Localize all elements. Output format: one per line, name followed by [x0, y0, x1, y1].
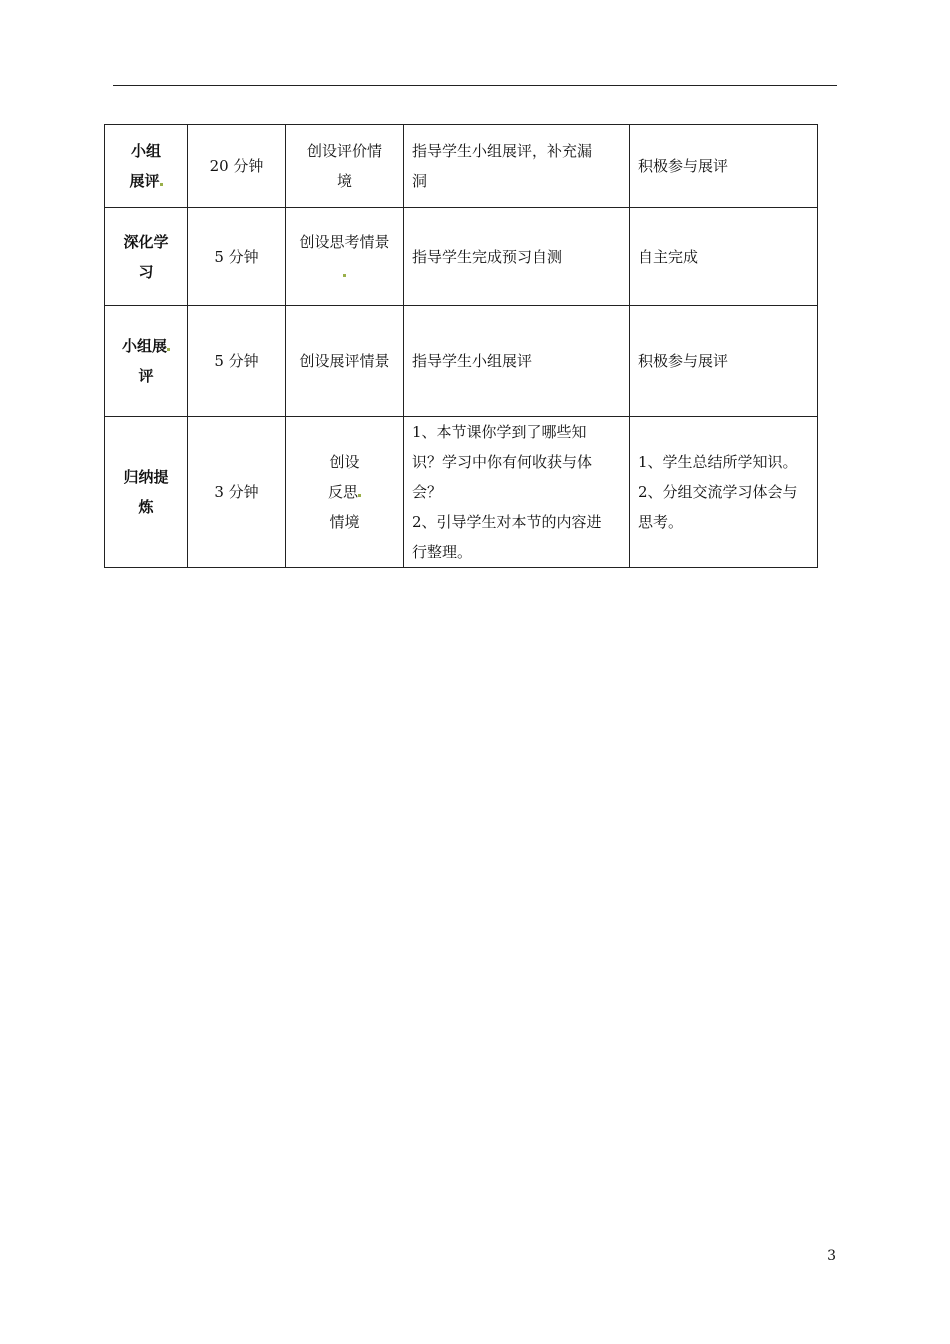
edit-mark-icon: [160, 183, 163, 186]
edit-mark-icon: [167, 348, 170, 351]
table-row: [105, 125, 818, 208]
student-activity-cell: 积极参与展评: [630, 306, 818, 417]
student-activity-cell: 1、学生总结所学知识。 2、分组交流学习体会与 思考。: [630, 417, 818, 568]
scene-cell: 创设 反思 情境: [286, 417, 404, 568]
scene-cell: 创设思考情景: [286, 208, 404, 306]
time-cell: 20 分钟: [188, 125, 286, 208]
student-activity-cell: 自主完成: [630, 208, 818, 306]
header-rule: [113, 85, 837, 86]
edit-mark-icon: [358, 494, 361, 497]
student-activity-cell: 积极参与展评: [630, 125, 818, 208]
time-cell: 5 分钟: [188, 306, 286, 417]
teacher-activity-cell: 指导学生完成预习自测: [404, 208, 630, 306]
time-cell: 5 分钟: [188, 208, 286, 306]
phase-cell: 归纳提 炼: [105, 417, 188, 568]
phase-cell: 小组展 评: [105, 306, 188, 417]
teacher-activity-cell: 1、本节课你学到了哪些知 识？学习中你有何收获与体 会？ 2、引导学生对本节的内容进 行整理。: [404, 417, 630, 568]
table-row: [105, 306, 818, 417]
teacher-activity-cell: 指导学生小组展评: [404, 306, 630, 417]
table-row: [105, 208, 818, 306]
edit-mark-icon: [343, 274, 346, 277]
page-number: 3: [827, 1248, 836, 1264]
table-row: [105, 417, 818, 568]
teacher-activity-cell: 指导学生小组展评，补充漏 洞: [404, 125, 630, 208]
phase-cell: 深化学 习: [105, 208, 188, 306]
scene-cell: 创设评价情 境: [286, 125, 404, 208]
scene-cell: 创设展评情景: [286, 306, 404, 417]
phase-cell: 小组 展评: [105, 125, 188, 208]
time-cell: 3 分钟: [188, 417, 286, 568]
lesson-plan-table: [104, 124, 818, 568]
